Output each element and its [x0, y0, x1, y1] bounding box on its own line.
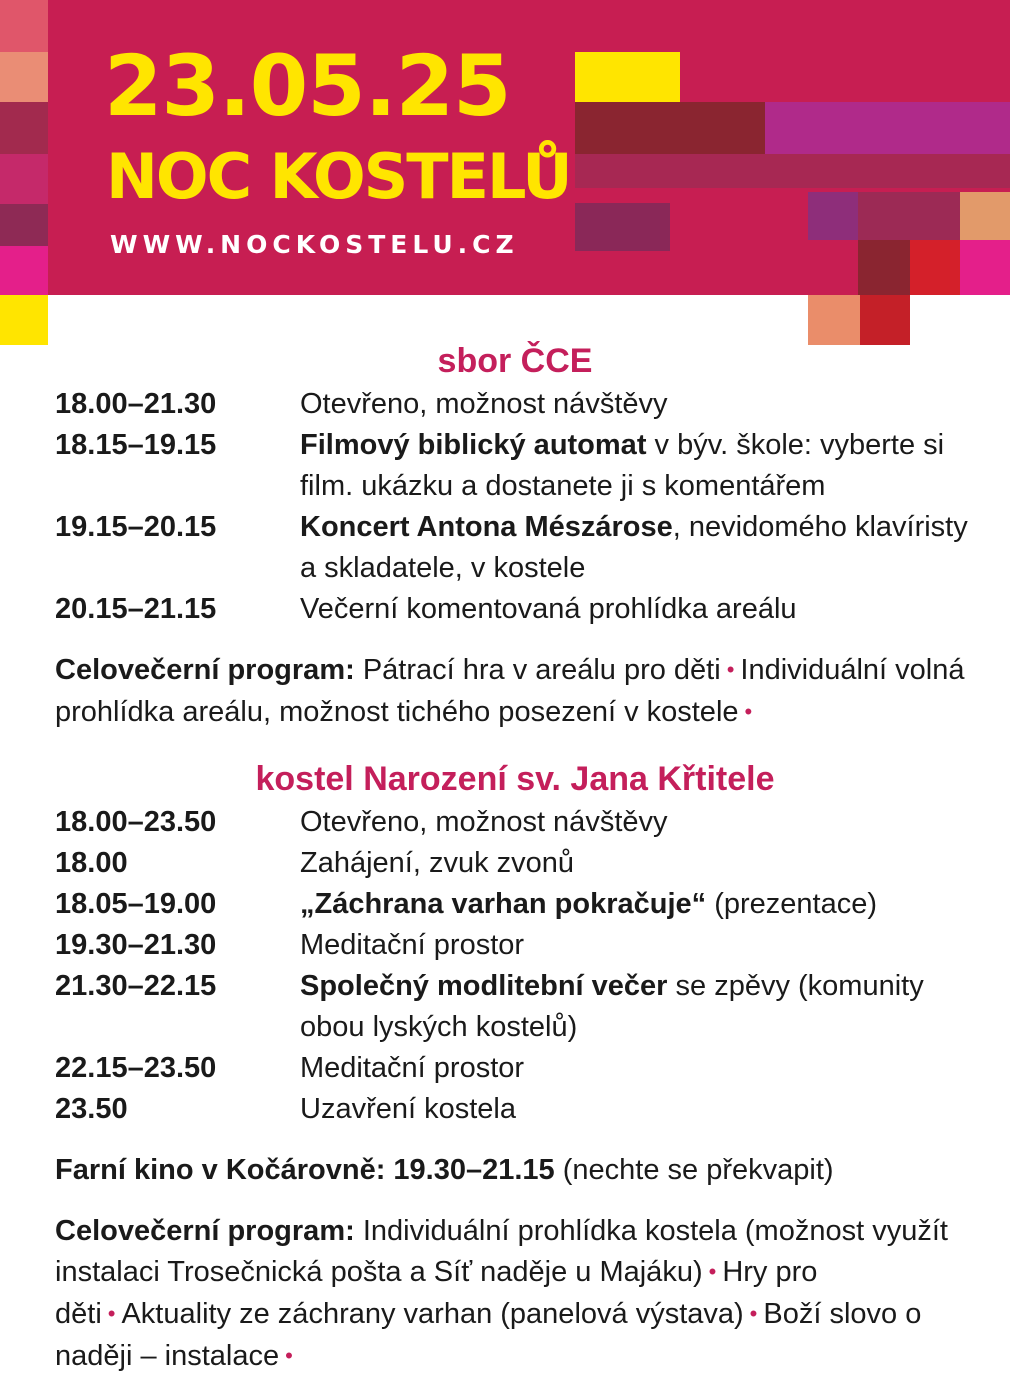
schedule-list [55, 384, 975, 630]
schedule-row [55, 843, 975, 884]
program-content [55, 338, 975, 1378]
schedule-desc: Otevřeno, možnost návštěvy [300, 806, 668, 838]
schedule-time: 18.00–21.30 [55, 388, 217, 420]
schedule-desc: Společný modlitební večer se zpěvy (komunity obou lyských kostelů) [300, 970, 924, 1043]
decor-block [0, 246, 48, 295]
decor-block [808, 192, 858, 240]
decor-block [0, 0, 48, 52]
schedule-desc: Večerní komentovaná prohlídka areálu [300, 593, 797, 625]
schedule-time: 18.00 [55, 847, 128, 879]
schedule-row [55, 384, 975, 425]
section-heading-sbor-cce: sbor ČCE [437, 342, 593, 380]
schedule-desc: Uzavření kostela [300, 1093, 516, 1125]
schedule-row [55, 884, 975, 925]
schedule-row [55, 925, 975, 966]
schedule-time: 23.50 [55, 1093, 128, 1125]
schedule-desc: Zahájení, zvuk zvonů [300, 847, 575, 879]
decor-block [910, 240, 960, 295]
bullet-icon: • [749, 1301, 758, 1326]
schedule-time: 18.00–23.50 [55, 806, 217, 838]
schedule-time: 19.15–20.15 [55, 511, 217, 543]
decor-block [960, 192, 1010, 240]
schedule-desc: Filmový biblický automat v býv. škole: vyberte si film. ukázku a dostanete ji s komentářem [300, 429, 945, 502]
schedule-time: 18.05–19.00 [55, 888, 217, 920]
bullet-icon: • [726, 657, 735, 682]
schedule-desc: Meditační prostor [300, 1052, 525, 1084]
bullet-icon: • [107, 1301, 116, 1326]
schedule-time: 18.15–19.15 [55, 429, 217, 461]
schedule-time: 19.30–21.30 [55, 929, 217, 961]
decor-block [0, 154, 48, 204]
decor-block [575, 154, 1010, 188]
decor-block [0, 204, 48, 246]
evening-program: Celovečerní program: Individuální prohlídka kostela (možnost využít instalaci Trosečnická pošta a Síť naděje u Majáku) • Hry pro děti • Aktuality ze záchrany varhan (panelová výstava) • Boží slovo o naději – instalace • [55, 1215, 948, 1372]
event-url[interactable]: WWW.NOCKOSTELU.CZ [110, 230, 519, 259]
decor-block [0, 52, 48, 102]
event-date: 23.05.25 [104, 37, 511, 135]
bullet-icon: • [708, 1259, 717, 1284]
schedule-row [55, 802, 975, 843]
schedule-desc: „Záchrana varhan pokračuje“ (prezentace) [300, 888, 878, 920]
decor-block [858, 192, 960, 240]
schedule-time: 21.30–22.15 [55, 970, 217, 1002]
schedule-list [55, 802, 975, 1130]
decor-block [575, 203, 670, 251]
schedule-row [55, 507, 975, 589]
schedule-desc: Meditační prostor [300, 929, 525, 961]
event-title: NOC KOSTELŮ [106, 140, 571, 213]
schedule-time: 20.15–21.15 [55, 593, 217, 625]
decor-block [575, 102, 765, 154]
decor-block [0, 295, 48, 345]
decor-block [0, 102, 48, 154]
schedule-row [55, 589, 975, 630]
bullet-icon: • [285, 1343, 293, 1368]
schedule-row [55, 1048, 975, 1089]
poster-header [0, 0, 1010, 345]
bullet-icon: • [744, 699, 753, 724]
evening-program: Celovečerní program: Pátrací hra v areálu pro děti • Individuální volná prohlídka areálu, možnost tichého posezení v kostele • [55, 654, 965, 728]
section-heading-kostel: kostel Narození sv. Jana Křtitele [255, 760, 775, 798]
schedule-row [55, 1089, 975, 1130]
schedule-desc: Koncert Antona Mészárose, nevidomého klavíristy a skladatele, v kostele [300, 511, 968, 584]
cinema-note: Farní kino v Kočárovně: 19.30–21.15 (nechte se překvapit) [55, 1154, 834, 1186]
schedule-time: 22.15–23.50 [55, 1052, 217, 1084]
decor-block [858, 240, 910, 295]
decor-block [960, 240, 1010, 295]
schedule-row [55, 425, 975, 507]
schedule-row [55, 966, 975, 1048]
schedule-desc: Otevřeno, možnost návštěvy [300, 388, 668, 420]
decor-block [575, 52, 680, 102]
decor-block [765, 102, 1010, 154]
